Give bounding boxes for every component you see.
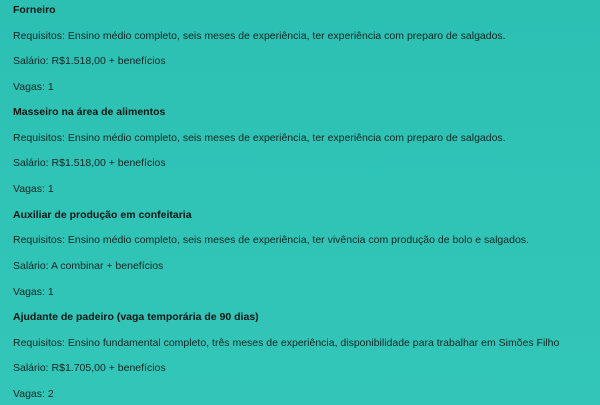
job-title: Masseiro na área de alimentos [13, 106, 166, 118]
job-vacancies: Vagas: 1 [13, 286, 54, 298]
job-salary: Salário: A combinar + benefícios [13, 260, 164, 272]
job-vacancies: Vagas: 1 [13, 81, 54, 93]
job-salary: Salário: R$1.518,00 + benefícios [13, 157, 166, 169]
job-requirements: Requisitos: Ensino médio completo, seis meses de experiência, ter vivência com produção de bolo e salgados. [13, 234, 529, 246]
job-title: Ajudante de padeiro (vaga temporária de 90 dias) [13, 311, 259, 323]
job-title: Auxiliar de produção em confeitaria [13, 209, 192, 221]
job-title: Forneiro [13, 4, 56, 16]
job-vacancies: Vagas: 2 [13, 388, 54, 400]
job-salary: Salário: R$1.518,00 + benefícios [13, 55, 166, 67]
job-requirements: Requisitos: Ensino médio completo, seis meses de experiência, ter experiência com preparo de salgados. [13, 30, 506, 42]
job-vacancies: Vagas: 1 [13, 183, 54, 195]
job-salary: Salário: R$1.705,00 + benefícios [13, 362, 166, 374]
job-requirements: Requisitos: Ensino médio completo, seis meses de experiência, ter experiência com preparo de salgados. [13, 132, 506, 144]
job-requirements: Requisitos: Ensino fundamental completo, três meses de experiência, disponibilidade para trabalhar em Simões Filho [13, 337, 560, 349]
